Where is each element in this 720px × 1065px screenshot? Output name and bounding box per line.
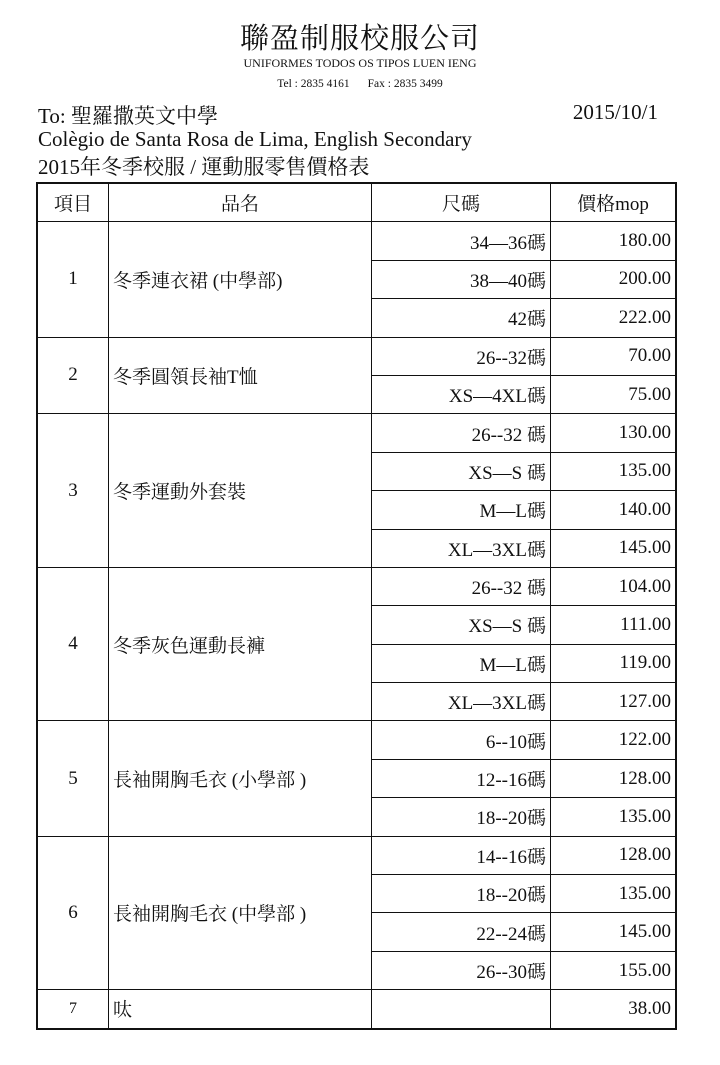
item-price: 70.00 xyxy=(551,337,677,375)
item-price: 130.00 xyxy=(551,414,677,452)
item-price: 75.00 xyxy=(551,375,677,413)
item-price: 155.00 xyxy=(551,951,677,989)
school-name: Colègio de Santa Rosa de Lima, English Secondary xyxy=(38,127,472,151)
item-size: 26--30碼 xyxy=(372,951,551,989)
item-name: 冬季運動外套裝 xyxy=(109,414,372,568)
item-size: M—L碼 xyxy=(372,644,551,682)
recipient: To: 聖羅撒英文中學 xyxy=(38,104,218,128)
item-price: 111.00 xyxy=(551,606,677,644)
item-size: 6--10碼 xyxy=(372,721,551,759)
item-size: XS—4XL碼 xyxy=(372,375,551,413)
item-name: 冬季連衣裙 (中學部) xyxy=(109,222,372,337)
item-size: 26--32 碼 xyxy=(372,414,551,452)
item-price: 104.00 xyxy=(551,567,677,605)
item-size: 34—36碼 xyxy=(372,222,551,260)
table-row xyxy=(37,337,676,375)
item-size: M—L碼 xyxy=(372,491,551,529)
company-name: 聯盈制服校服公司 xyxy=(239,23,480,55)
item-size: 26--32碼 xyxy=(372,337,551,375)
table-header-row xyxy=(37,183,676,222)
price-table xyxy=(36,182,677,1030)
item-size: 26--32 碼 xyxy=(372,567,551,605)
header-size: 尺碼 xyxy=(372,183,551,222)
item-name: 呔 xyxy=(109,990,372,1029)
item-price: 38.00 xyxy=(551,990,677,1029)
header-name: 品名 xyxy=(109,183,372,222)
item-size: 14--16碼 xyxy=(372,836,551,874)
item-price: 135.00 xyxy=(551,798,677,836)
item-price: 135.00 xyxy=(551,875,677,913)
item-price: 119.00 xyxy=(551,644,677,682)
table-row xyxy=(37,836,676,874)
item-size: 38—40碼 xyxy=(372,260,551,298)
item-size: XS—S 碼 xyxy=(372,452,551,490)
item-name: 長袖開胸毛衣 (小學部 ) xyxy=(109,721,372,836)
item-price: 127.00 xyxy=(551,683,677,721)
table-row xyxy=(37,567,676,605)
document-title: 2015年冬季校服 / 運動服零售價格表 xyxy=(38,155,370,179)
item-size: 12--16碼 xyxy=(372,759,551,797)
item-price: 140.00 xyxy=(551,491,677,529)
item-number: 7 xyxy=(37,990,109,1029)
item-number: 5 xyxy=(37,721,109,836)
item-number: 2 xyxy=(37,337,109,414)
item-size: XL—3XL碼 xyxy=(372,683,551,721)
item-number: 6 xyxy=(37,836,109,990)
item-number: 4 xyxy=(37,567,109,721)
header-price: 價格mop xyxy=(551,183,677,222)
header-item: 項目 xyxy=(37,183,109,222)
item-size: 42碼 xyxy=(372,299,551,337)
item-size xyxy=(372,990,551,1029)
date: 2015/10/1 xyxy=(572,100,658,124)
item-size: 18--20碼 xyxy=(372,875,551,913)
table-row xyxy=(37,990,676,1029)
item-name: 冬季圓領長袖T恤 xyxy=(109,337,372,414)
item-size: XS—S 碼 xyxy=(372,606,551,644)
item-price: 180.00 xyxy=(551,222,677,260)
item-price: 128.00 xyxy=(551,836,677,874)
table-row xyxy=(37,222,676,260)
item-price: 200.00 xyxy=(551,260,677,298)
fax: Fax : 2835 3499 xyxy=(367,78,443,90)
item-price: 128.00 xyxy=(551,759,677,797)
table-row xyxy=(37,721,676,759)
item-size: 22--24碼 xyxy=(372,913,551,951)
item-number: 1 xyxy=(37,222,109,337)
item-name: 冬季灰色運動長褲 xyxy=(109,567,372,721)
item-name: 長袖開胸毛衣 (中學部 ) xyxy=(109,836,372,990)
item-price: 135.00 xyxy=(551,452,677,490)
item-price: 145.00 xyxy=(551,529,677,567)
item-price: 145.00 xyxy=(551,913,677,951)
item-number: 3 xyxy=(37,414,109,568)
item-price: 222.00 xyxy=(551,299,677,337)
company-subtitle: UNIFORMES TODOS OS TIPOS LUEN IENG xyxy=(243,56,477,70)
contact-line xyxy=(0,78,720,90)
item-price: 122.00 xyxy=(551,721,677,759)
item-size: 18--20碼 xyxy=(372,798,551,836)
item-size: XL—3XL碼 xyxy=(372,529,551,567)
tel: Tel : 2835 4161 xyxy=(277,78,350,90)
table-row xyxy=(37,414,676,452)
